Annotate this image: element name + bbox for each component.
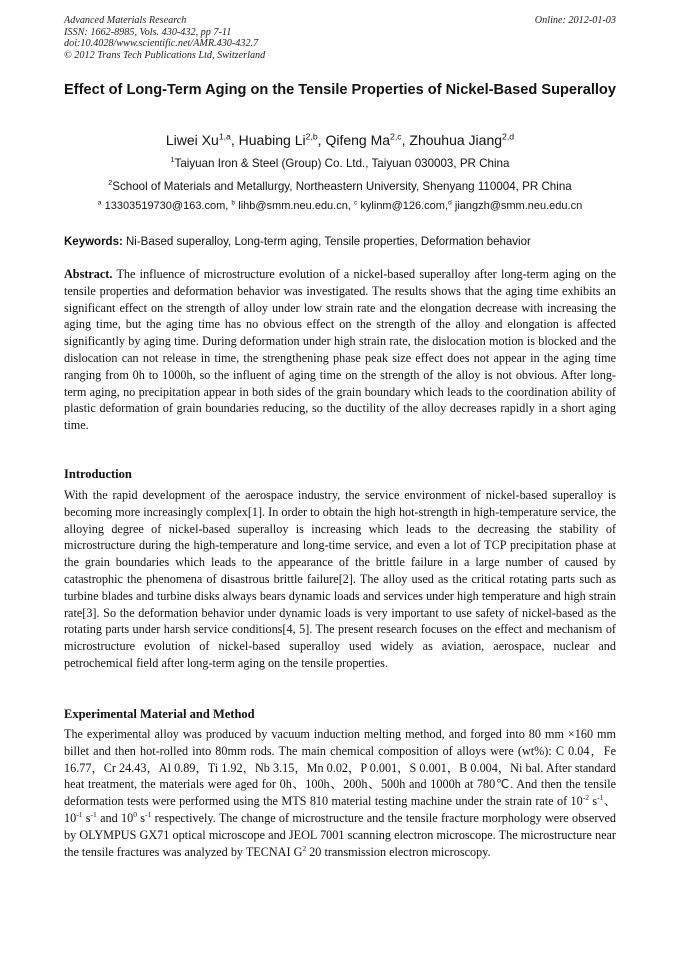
email-sup: d [448, 199, 452, 207]
author-affil-sup: 2,b [305, 131, 318, 142]
email-list [64, 199, 616, 214]
online-date: Online: 2012-01-03 [534, 15, 616, 26]
email-link[interactable]: lihb@smm.neu.edu.cn, [235, 200, 354, 212]
affiliation-1 [64, 156, 616, 171]
author-sep: , [317, 132, 326, 148]
issn-line: ISSN: 1662-8985, Vols. 430-432, pp 7-11 [64, 26, 232, 38]
email-link[interactable]: kylinm@126.com, [357, 200, 449, 212]
email-link[interactable]: jiangzh@smm.neu.edu.cn [451, 200, 583, 212]
abstract-text: The influence of microstructure evolution of a nickel-based superalloy after long-term aging on the tensile properties and deformation behavior was investigated. The results shows that the aging time exhibits an significant effect on the strength of alloy under low strain rate and the elongation decrease with increasing the aging time, but the aging time has no obvious effect on the strength of the alloy and elongation is affected significantly by aging time. During deformation under high strain rate, the dislocation motion is blocked and the dislocation can not release in time, the strengthening phase peak size effect does not appear in the aging time ranging from 0h to 1000h, so the influent of aging time on the strength of the alloy is not obvious. After long-term aging, no precipitation appear in both sides of the grain boundary which leads to the coordination ability of plastic deformation of grain boundaries reducing, so the ductility of the alloy decreases rapidly in a short aging time. [64, 267, 616, 433]
exp-text-part: s [589, 794, 598, 809]
exponent: -1 [90, 809, 97, 819]
exp-text-part: 、10 [64, 794, 617, 825]
author-affil-sup: 2,d [502, 131, 515, 142]
exponent: 0 [133, 809, 137, 819]
introduction-text: With the rapid development of the aerospace industry, the service environment of nickel-based superalloy is becoming more increasingly complex[1]. In order to obtain the high hot-strength in high-temperature service, the alloying degree of nickel-based superalloy is increasing which leads to the decreasing the stability of microstructure during the high-temperature and long-time service, and even a lot of TCP precipitation phase at the grain boundaries which leads to the appearance of the brittle failure in a large number of caused by catastrophic the phenomena of disastrous brittle failure[2]. The alloy used as the critical rotating parts such as turbine blades and turbine disks always bears dynamic loads and services under high temperature and high strain rate[3]. So the deformation behavior under dynamic loads is very important to use safety of nickel-based as the rotating parts under harsh service conditions[4, 5]. The present research focuses on the effect and mechanism of microstructure evolution of nickel-based superalloy used widely as aviation, aerospace, nuclear and petrochemical field after long-term aging on the tensile properties. [64, 488, 616, 670]
paper-title: Effect of Long-Term Aging on the Tensile Properties of Nickel-Based Superalloy [64, 82, 616, 98]
exp-text-part: 20 transmission electron microscopy. [306, 844, 491, 859]
author-name: Liwei Xu [165, 132, 219, 148]
affiliation-text: Taiyuan Iron & Steel (Group) Co. Ltd., Taiyuan 030003, PR China [174, 157, 510, 170]
exponent: -1 [145, 809, 152, 819]
author-affil-sup: 1,a [218, 131, 231, 142]
exp-text-part: s [82, 810, 91, 825]
keywords-text: Ni-Based superalloy, Long-term aging, Tensile properties, Deformation behavior [122, 236, 531, 248]
exponent: -1 [76, 809, 83, 819]
affiliation-text: School of Materials and Metallurgy, Northeastern University, Shenyang 110004, PR China [112, 180, 572, 193]
keywords-label: Keywords: [64, 236, 123, 248]
affiliation-sup: 1 [170, 155, 175, 165]
experimental-text [64, 726, 616, 860]
introduction-heading: Introduction [64, 467, 132, 481]
author-affil-sup: 2,c [390, 131, 402, 142]
exponent: -2 [582, 793, 590, 803]
author-name: Qifeng Ma [325, 132, 391, 148]
exp-text-part: respectively. The change of microstructure and the tensile fracture morphology were observed by OLYMPUS GX71 optical microscope and JEOL 7001 scanning electron microscope. The microstructure near the tensile fractures was analyzed by TECNAI G [64, 810, 616, 859]
author-list [64, 131, 616, 149]
exponent: -1 [597, 793, 604, 803]
email-sup: b [231, 199, 236, 207]
author-name: Huabing Li [238, 132, 306, 148]
author-sep: , [401, 132, 410, 148]
experimental-heading: Experimental Material and Method [64, 707, 255, 721]
journal-name: Advanced Materials Research [64, 15, 187, 26]
journal-header [64, 15, 616, 61]
email-link[interactable]: 13303519730@163.com, [101, 200, 232, 212]
author-name: Zhouhua Jiang [409, 132, 503, 148]
exp-text-part: and 10 [96, 810, 134, 825]
affiliation-2 [64, 179, 616, 194]
affiliation-sup: 2 [108, 178, 113, 188]
keywords [64, 235, 616, 250]
abstract [64, 266, 616, 434]
email-sup: a [97, 199, 102, 207]
copyright-line: © 2012 Trans Tech Publications Ltd, Switzerland [64, 49, 266, 61]
abstract-label: Abstract. [64, 267, 113, 281]
exp-text-part: s [137, 810, 146, 825]
author-sep: , [230, 132, 239, 148]
exp-text-part: The experimental alloy was produced by vacuum induction melting method, and forged into 80 mm ×160 mm billet and then hot-rolled into 80mm rods. The main chemical composition of alloys were (wt%): C 0.04，Fe 16.77，Cr 24.43，Al 0.89，Ti 1.92，Nb 3.15，Mn 0.02，P 0.001，S 0.001，B 0.004，Ni bal. After standard heat treatment, the materials were aged for 0h、100h、200h、500h and 1000h at 780℃. And then the tensile deformation tests were performed using the MTS 810 material testing machine under the strain rate of 10 [64, 727, 616, 809]
exponent: 2 [302, 843, 307, 853]
email-sup: c [353, 199, 358, 207]
doi-line: doi:10.4028/www.scientific.net/AMR.430-432.7 [64, 38, 259, 49]
